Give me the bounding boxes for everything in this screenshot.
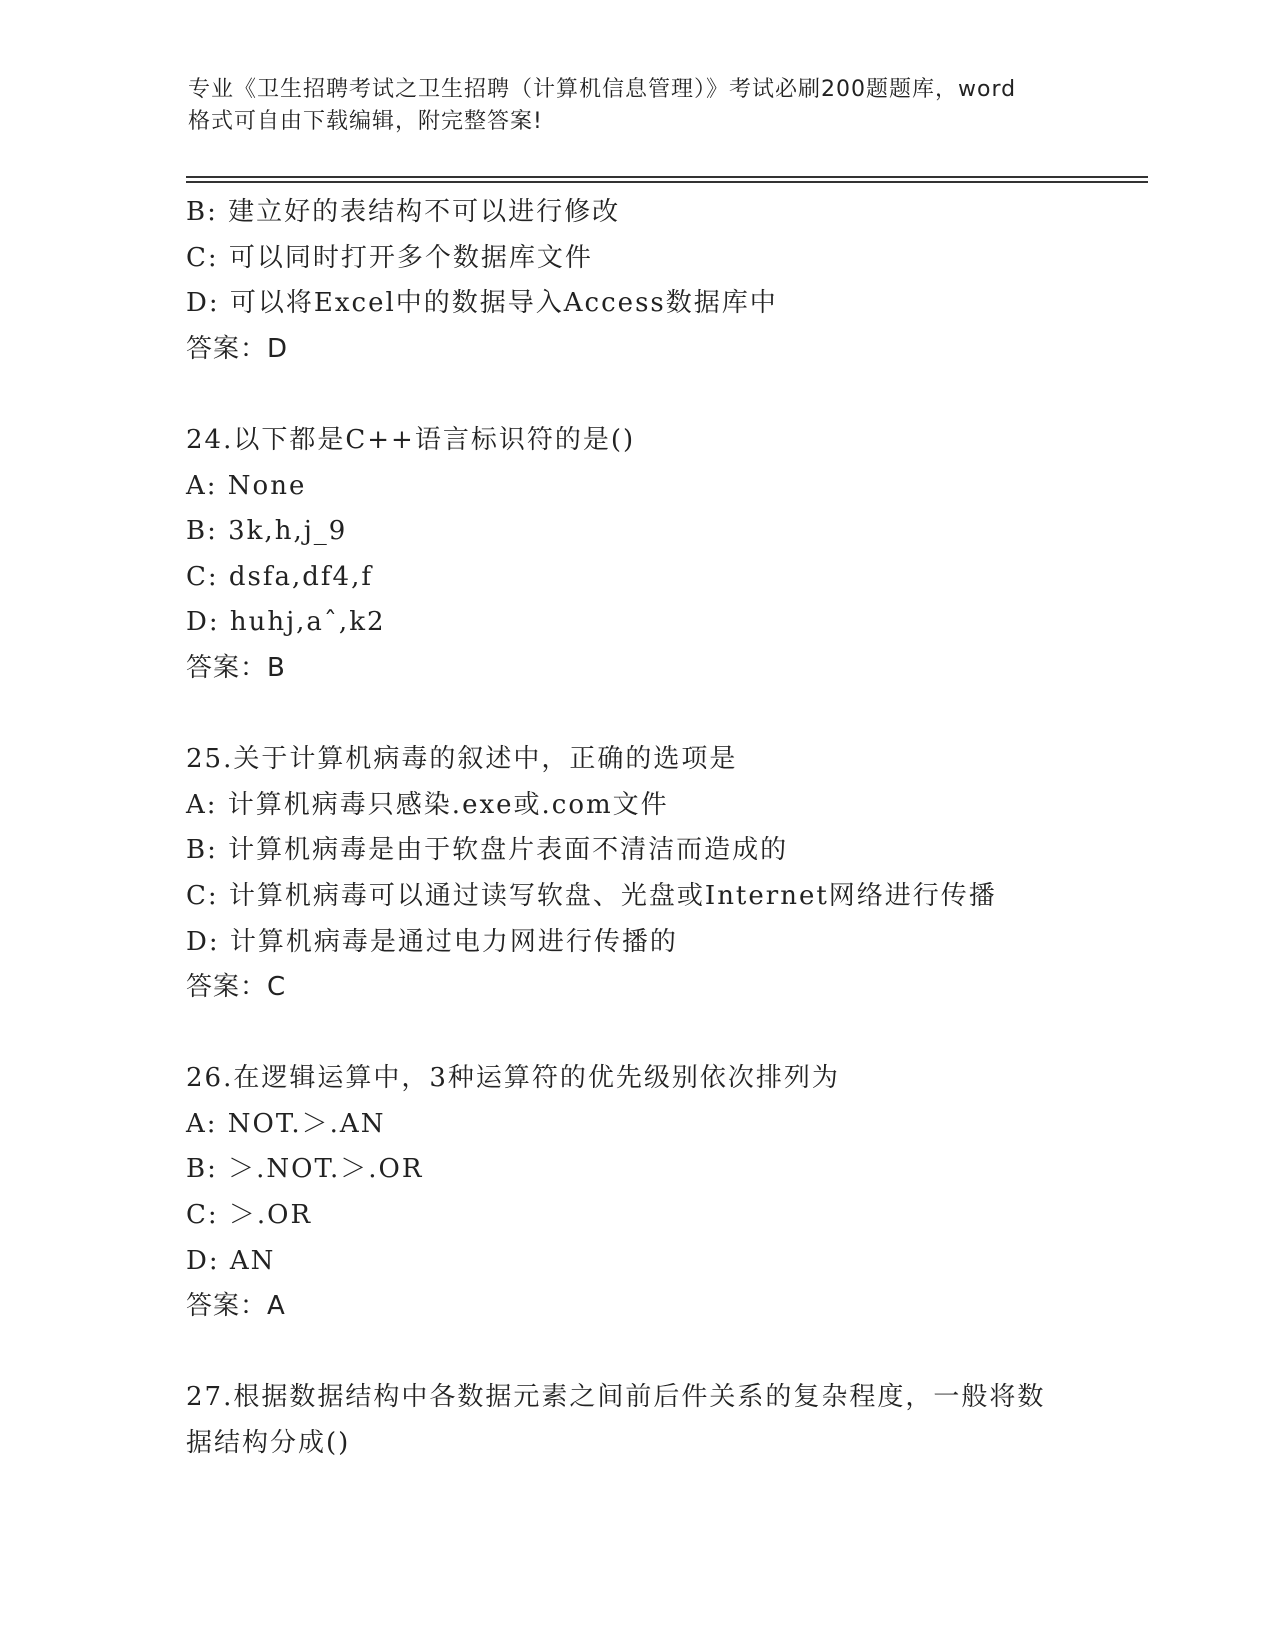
- option-b: B: 建立好的表结构不可以进行修改: [186, 197, 621, 227]
- question-27: [186, 1375, 1086, 1466]
- option-c: C: dsfa,df4,f: [186, 561, 373, 592]
- spacer: [186, 692, 1086, 738]
- option-a: A: None: [186, 470, 307, 501]
- spacer: [186, 1011, 1086, 1057]
- option-b: B: ＞.NOT.＞.OR: [186, 1154, 424, 1185]
- option-a: A: NOT.＞.AN: [186, 1108, 386, 1139]
- question-24: [186, 418, 1086, 692]
- option-b: B: 3k,h,j_9: [186, 516, 348, 547]
- option-b: B: 计算机病毒是由于软盘片表面不清洁而造成的: [186, 835, 789, 866]
- question-stem: 26.在逻辑运算中，3种运算符的优先级别依次排列为: [186, 1063, 840, 1094]
- answer-label: 答案：C: [186, 972, 287, 1003]
- header-line-1: 专业《卫生招聘考试之卫生招聘（计算机信息管理）》考试必刷200题题库，word: [188, 77, 1017, 102]
- spacer: [186, 372, 1086, 418]
- question-stem: 25.关于计算机病毒的叙述中，正确的选项是: [186, 744, 738, 775]
- option-a: A: 计算机病毒只感染.exe或.com文件: [186, 789, 669, 820]
- answer-label: 答案：D: [186, 333, 289, 364]
- answer-label: 答案：A: [186, 1291, 286, 1322]
- header-divider-bottom: [186, 181, 1148, 183]
- option-d: D: 可以将Excel中的数据导入Access数据库中: [186, 288, 778, 319]
- answer-label: 答案：B: [186, 652, 286, 683]
- option-d: D: huhj,aˆ,k2: [186, 607, 386, 638]
- option-d: D: AN: [186, 1245, 276, 1276]
- option-c: C: 计算机病毒可以通过读写软盘、光盘或Internet网络进行传播: [186, 880, 997, 911]
- header-divider-top: [186, 176, 1148, 178]
- question-list: [186, 190, 1086, 1467]
- option-c: C: ＞.OR: [186, 1200, 313, 1231]
- question-23-continuation: [186, 190, 1086, 372]
- option-d: D: 计算机病毒是通过电力网进行传播的: [186, 926, 678, 957]
- question-26: [186, 1056, 1086, 1330]
- question-stem-line-2: 据结构分成(): [186, 1428, 351, 1459]
- header-line-2: 格式可自由下载编辑，附完整答案!: [188, 109, 543, 134]
- spacer: [186, 1330, 1086, 1376]
- question-stem-line-1: 27.根据数据结构中各数据元素之间前后件关系的复杂程度，一般将数: [186, 1382, 1046, 1413]
- question-stem: 24.以下都是C++语言标识符的是(): [186, 424, 636, 455]
- document-header: [188, 74, 1088, 138]
- option-c: C: 可以同时打开多个数据库文件: [186, 242, 593, 273]
- question-25: [186, 737, 1086, 1011]
